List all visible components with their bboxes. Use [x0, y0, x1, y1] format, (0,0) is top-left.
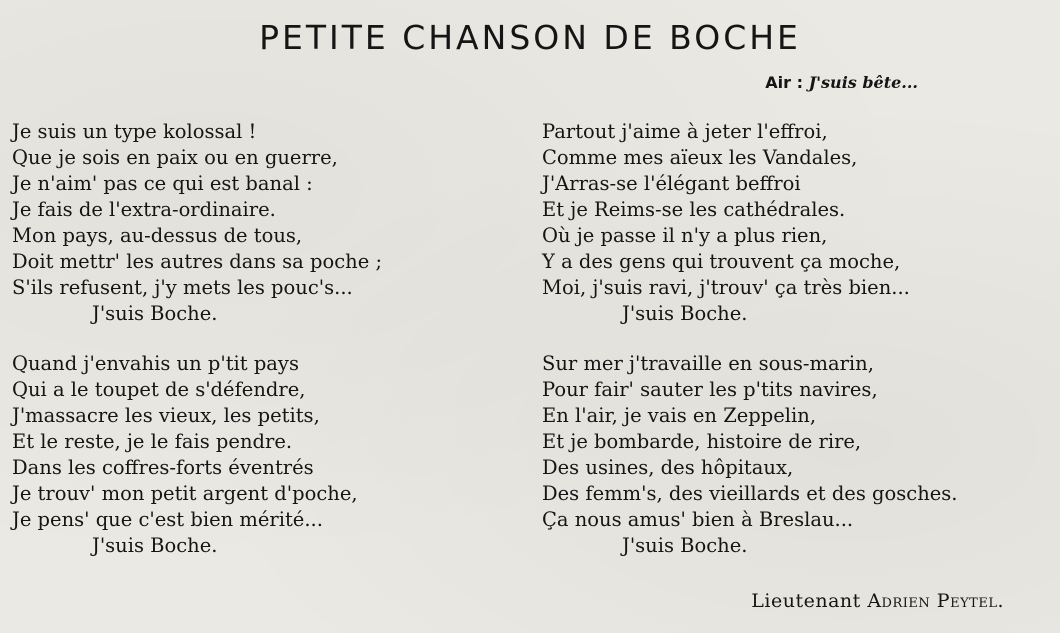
- author-rank: Lieutenant: [751, 590, 861, 612]
- right-column: [542, 119, 958, 583]
- refrain-line: J'suis Boche.: [92, 534, 218, 557]
- verse-line: Je pens' que c'est bien mérité...: [12, 508, 323, 531]
- author-signature: [751, 590, 1004, 612]
- verse-line: Je n'aim' pas ce qui est banal :: [12, 172, 313, 195]
- refrain-line: J'suis Boche.: [622, 534, 748, 557]
- air-label: Air :: [765, 73, 803, 92]
- verse-line: J'massacre les vieux, les petits,: [12, 404, 320, 427]
- verse-line: Je suis un type kolossal !: [12, 120, 257, 143]
- verse-line: Y a des gens qui trouvent ça moche,: [542, 250, 901, 273]
- verse-line: En l'air, je vais en Zeppelin,: [542, 404, 817, 427]
- verse-line: Où je passe il n'y a plus rien,: [542, 224, 828, 247]
- verse-line: Mon pays, au-dessus de tous,: [12, 224, 303, 247]
- verse-line: Qui a le toupet de s'défendre,: [12, 378, 306, 401]
- verse-line: Doit mettr' les autres dans sa poche ;: [12, 250, 383, 273]
- refrain-line: J'suis Boche.: [92, 302, 218, 325]
- verse-line: Des usines, des hôpitaux,: [542, 456, 794, 479]
- verse-line: J'Arras-se l'élégant beffroi: [542, 172, 801, 195]
- author-name: Adrien Peytel.: [867, 590, 1004, 612]
- verse-line: Et je Reims-se les cathédrales.: [542, 198, 846, 221]
- stanza-1: [12, 119, 382, 327]
- stanza-2: [12, 351, 382, 559]
- verse-line: Sur mer j'travaille en sous-marin,: [542, 352, 874, 375]
- poem-title: PETITE CHANSON DE BOCHE: [259, 18, 801, 57]
- verse-line: Quand j'envahis un p'tit pays: [12, 352, 299, 375]
- verse-line: Ça nous amus' bien à Breslau...: [542, 508, 854, 531]
- verse-line: Dans les coffres-forts éventrés: [12, 456, 314, 479]
- air-note: [765, 73, 918, 92]
- stanza-4: [542, 351, 958, 559]
- stanza-3: [542, 119, 958, 327]
- verse-line: Moi, j'suis ravi, j'trouv' ça très bien...: [542, 276, 910, 299]
- refrain-line: J'suis Boche.: [622, 302, 748, 325]
- verse-line: Pour fair' sauter les p'tits navires,: [542, 378, 878, 401]
- verse-line: Comme mes aïeux les Vandales,: [542, 146, 858, 169]
- verse-line: Partout j'aime à jeter l'effroi,: [542, 120, 828, 143]
- left-column: [12, 119, 382, 583]
- verse-line: Je trouv' mon petit argent d'poche,: [12, 482, 358, 505]
- verse-line: Et le reste, je le fais pendre.: [12, 430, 293, 453]
- verse-line: Et je bombarde, histoire de rire,: [542, 430, 862, 453]
- verse-line: S'ils refusent, j'y mets les pouc's...: [12, 276, 353, 299]
- verse-line: Que je sois en paix ou en guerre,: [12, 146, 338, 169]
- verse-line: Des femm's, des vieillards et des gosches.: [542, 482, 958, 505]
- air-tune: J'suis bête...: [808, 73, 918, 92]
- verse-line: Je fais de l'extra-ordinaire.: [12, 198, 276, 221]
